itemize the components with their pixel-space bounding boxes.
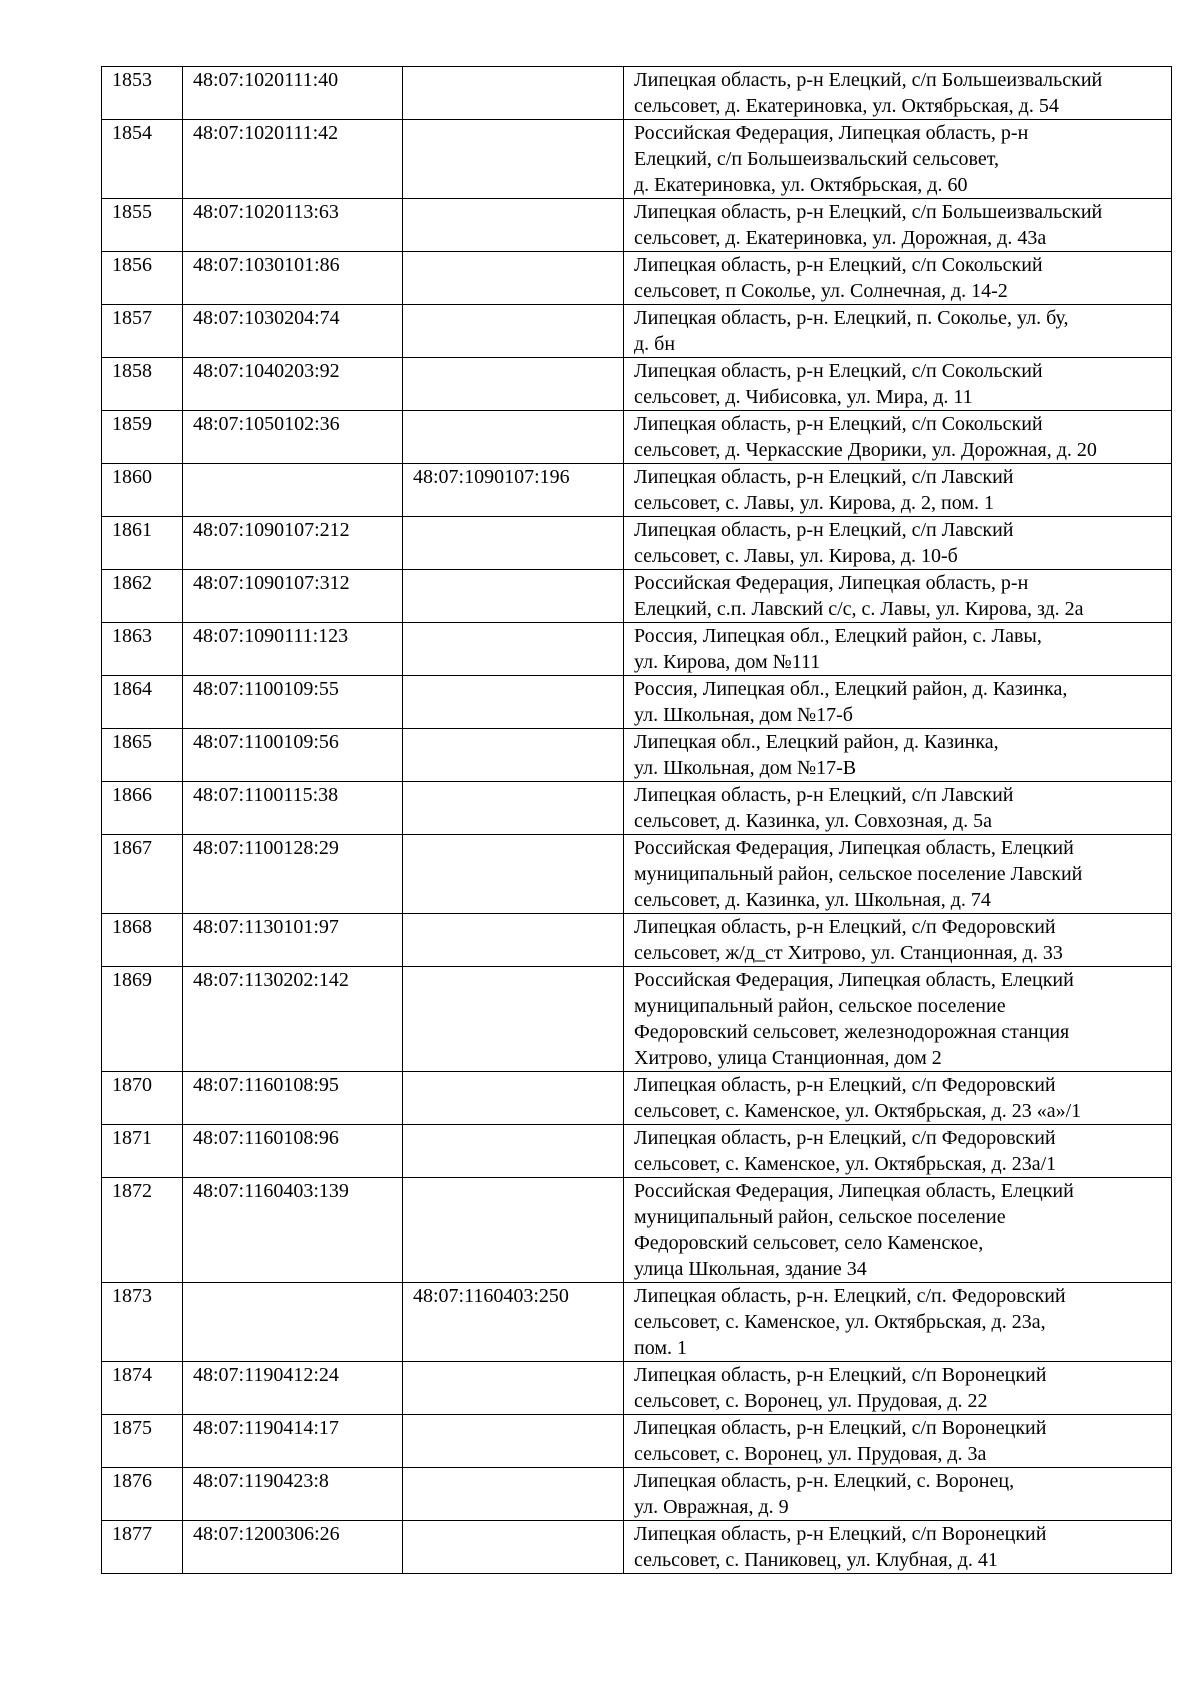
table-row (102, 120, 1172, 199)
row-number-cell: 1868 (102, 914, 183, 967)
table-row (102, 1125, 1172, 1178)
row-number-cell: 1860 (102, 464, 183, 517)
table-row (102, 358, 1172, 411)
row-number-cell: 1869 (102, 967, 183, 1072)
address-cell: Липецкая область, р-н Елецкий, с/п Воронецкий сельсовет, с. Воронец, ул. Прудовая, д. 3а (624, 1415, 1172, 1468)
address-cell: Липецкая обл., Елецкий район, д. Казинка, ул. Школьная, дом №17-В (624, 729, 1172, 782)
land-cadastral-number-cell: 48:07:1130101:97 (183, 914, 403, 967)
land-cadastral-number-cell: 48:07:1100128:29 (183, 835, 403, 914)
row-number-cell: 1872 (102, 1178, 183, 1283)
building-cadastral-number-cell (403, 67, 624, 120)
land-cadastral-number-cell: 48:07:1130202:142 (183, 967, 403, 1072)
row-number-cell: 1863 (102, 623, 183, 676)
address-cell: Липецкая область, р-н Елецкий, с/п Воронецкий сельсовет, с. Паниковец, ул. Клубная, д. 41 (624, 1521, 1172, 1574)
table-row (102, 1072, 1172, 1125)
table-row (102, 967, 1172, 1072)
land-cadastral-number-cell (183, 464, 403, 517)
building-cadastral-number-cell (403, 835, 624, 914)
row-number-cell: 1871 (102, 1125, 183, 1178)
address-cell: Липецкая область, р-н. Елецкий, п. Соколье, ул. бу, д. бн (624, 305, 1172, 358)
land-cadastral-number-cell: 48:07:1020111:40 (183, 67, 403, 120)
building-cadastral-number-cell: 48:07:1090107:196 (403, 464, 624, 517)
land-cadastral-number-cell: 48:07:1030204:74 (183, 305, 403, 358)
address-cell: Липецкая область, р-н. Елецкий, с/п. Федоровский сельсовет, с. Каменское, ул. Октябрьская, д. 23а, пом. 1 (624, 1283, 1172, 1362)
address-cell: Липецкая область, р-н Елецкий, с/п Большеизвальский сельсовет, д. Екатериновка, ул. Дорожная, д. 43а (624, 199, 1172, 252)
building-cadastral-number-cell (403, 914, 624, 967)
building-cadastral-number-cell (403, 676, 624, 729)
row-number-cell: 1858 (102, 358, 183, 411)
building-cadastral-number-cell (403, 1521, 624, 1574)
table-row (102, 914, 1172, 967)
land-cadastral-number-cell: 48:07:1090107:312 (183, 570, 403, 623)
registry-table (101, 66, 1172, 1574)
table-row (102, 835, 1172, 914)
table-row (102, 305, 1172, 358)
land-cadastral-number-cell: 48:07:1100109:56 (183, 729, 403, 782)
land-cadastral-number-cell: 48:07:1030101:86 (183, 252, 403, 305)
land-cadastral-number-cell: 48:07:1200306:26 (183, 1521, 403, 1574)
table-row (102, 411, 1172, 464)
address-cell: Российская Федерация, Липецкая область, р-н Елецкий, с/п Большеизвальский сельсовет, д. Екатериновка, ул. Октябрьская, д. 60 (624, 120, 1172, 199)
table-row (102, 1283, 1172, 1362)
land-cadastral-number-cell: 48:07:1100115:38 (183, 782, 403, 835)
row-number-cell: 1870 (102, 1072, 183, 1125)
table-row (102, 676, 1172, 729)
registry-table-body (102, 67, 1172, 1574)
table-row (102, 67, 1172, 120)
building-cadastral-number-cell (403, 517, 624, 570)
table-row (102, 464, 1172, 517)
address-cell: Липецкая область, р-н Елецкий, с/п Федоровский сельсовет, ж/д_ст Хитрово, ул. Станционная, д. 33 (624, 914, 1172, 967)
address-cell: Липецкая область, р-н Елецкий, с/п Сокольский сельсовет, д. Черкасские Дворики, ул. Дорожная, д. 20 (624, 411, 1172, 464)
building-cadastral-number-cell (403, 1468, 624, 1521)
address-cell: Липецкая область, р-н Елецкий, с/п Сокольский сельсовет, д. Чибисовка, ул. Мира, д. 11 (624, 358, 1172, 411)
address-cell: Липецкая область, р-н Елецкий, с/п Федоровский сельсовет, с. Каменское, ул. Октябрьская, д. 23а/1 (624, 1125, 1172, 1178)
address-cell: Липецкая область, р-н Елецкий, с/п Лавский сельсовет, с. Лавы, ул. Кирова, д. 2, пом. 1 (624, 464, 1172, 517)
building-cadastral-number-cell (403, 411, 624, 464)
address-cell: Россия, Липецкая обл., Елецкий район, с. Лавы, ул. Кирова, дом №111 (624, 623, 1172, 676)
building-cadastral-number-cell (403, 1362, 624, 1415)
building-cadastral-number-cell (403, 570, 624, 623)
land-cadastral-number-cell: 48:07:1190412:24 (183, 1362, 403, 1415)
building-cadastral-number-cell (403, 1415, 624, 1468)
row-number-cell: 1855 (102, 199, 183, 252)
building-cadastral-number-cell (403, 358, 624, 411)
building-cadastral-number-cell (403, 1125, 624, 1178)
row-number-cell: 1873 (102, 1283, 183, 1362)
row-number-cell: 1861 (102, 517, 183, 570)
land-cadastral-number-cell: 48:07:1100109:55 (183, 676, 403, 729)
row-number-cell: 1875 (102, 1415, 183, 1468)
land-cadastral-number-cell: 48:07:1190423:8 (183, 1468, 403, 1521)
address-cell: Липецкая область, р-н Елецкий, с/п Лавский сельсовет, с. Лавы, ул. Кирова, д. 10-б (624, 517, 1172, 570)
building-cadastral-number-cell (403, 252, 624, 305)
building-cadastral-number-cell (403, 623, 624, 676)
building-cadastral-number-cell (403, 305, 624, 358)
land-cadastral-number-cell: 48:07:1040203:92 (183, 358, 403, 411)
address-cell: Россия, Липецкая обл., Елецкий район, д. Казинка, ул. Школьная, дом №17-б (624, 676, 1172, 729)
land-cadastral-number-cell (183, 1283, 403, 1362)
table-row (102, 1415, 1172, 1468)
address-cell: Липецкая область, р-н Елецкий, с/п Воронецкий сельсовет, с. Воронец, ул. Прудовая, д. 22 (624, 1362, 1172, 1415)
land-cadastral-number-cell: 48:07:1160108:95 (183, 1072, 403, 1125)
land-cadastral-number-cell: 48:07:1160108:96 (183, 1125, 403, 1178)
building-cadastral-number-cell (403, 120, 624, 199)
row-number-cell: 1867 (102, 835, 183, 914)
row-number-cell: 1859 (102, 411, 183, 464)
land-cadastral-number-cell: 48:07:1190414:17 (183, 1415, 403, 1468)
row-number-cell: 1857 (102, 305, 183, 358)
table-row (102, 1521, 1172, 1574)
table-row (102, 1468, 1172, 1521)
land-cadastral-number-cell: 48:07:1050102:36 (183, 411, 403, 464)
address-cell: Российская Федерация, Липецкая область, р-н Елецкий, с.п. Лавский с/с, с. Лавы, ул. Кирова, зд. 2а (624, 570, 1172, 623)
land-cadastral-number-cell: 48:07:1020113:63 (183, 199, 403, 252)
address-cell: Липецкая область, р-н Елецкий, с/п Федоровский сельсовет, с. Каменское, ул. Октябрьская, д. 23 «а»/1 (624, 1072, 1172, 1125)
table-row (102, 252, 1172, 305)
row-number-cell: 1854 (102, 120, 183, 199)
address-cell: Российская Федерация, Липецкая область, Елецкий муниципальный район, сельское поселение Федоровский сельсовет, село Каменское, улица Школьная, здание 34 (624, 1178, 1172, 1283)
row-number-cell: 1864 (102, 676, 183, 729)
table-row (102, 1178, 1172, 1283)
address-cell: Российская Федерация, Липецкая область, Елецкий муниципальный район, сельское поселение Лавский сельсовет, д. Казинка, ул. Школьная, д. 74 (624, 835, 1172, 914)
building-cadastral-number-cell (403, 1178, 624, 1283)
table-row (102, 199, 1172, 252)
building-cadastral-number-cell (403, 729, 624, 782)
building-cadastral-number-cell (403, 1072, 624, 1125)
table-row (102, 729, 1172, 782)
land-cadastral-number-cell: 48:07:1090111:123 (183, 623, 403, 676)
land-cadastral-number-cell: 48:07:1160403:139 (183, 1178, 403, 1283)
table-row (102, 517, 1172, 570)
table-row (102, 1362, 1172, 1415)
building-cadastral-number-cell (403, 199, 624, 252)
row-number-cell: 1862 (102, 570, 183, 623)
row-number-cell: 1866 (102, 782, 183, 835)
address-cell: Липецкая область, р-н Елецкий, с/п Сокольский сельсовет, п Соколье, ул. Солнечная, д. 14-2 (624, 252, 1172, 305)
row-number-cell: 1876 (102, 1468, 183, 1521)
address-cell: Российская Федерация, Липецкая область, Елецкий муниципальный район, сельское поселение Федоровский сельсовет, железнодорожная станция Хитрово, улица Станционная, дом 2 (624, 967, 1172, 1072)
row-number-cell: 1874 (102, 1362, 183, 1415)
table-row (102, 623, 1172, 676)
land-cadastral-number-cell: 48:07:1090107:212 (183, 517, 403, 570)
address-cell: Липецкая область, р-н Елецкий, с/п Лавский сельсовет, д. Казинка, ул. Совхозная, д. 5а (624, 782, 1172, 835)
address-cell: Липецкая область, р-н. Елецкий, с. Воронец, ул. Овражная, д. 9 (624, 1468, 1172, 1521)
table-row (102, 570, 1172, 623)
table-row (102, 782, 1172, 835)
row-number-cell: 1865 (102, 729, 183, 782)
land-cadastral-number-cell: 48:07:1020111:42 (183, 120, 403, 199)
address-cell: Липецкая область, р-н Елецкий, с/п Большеизвальский сельсовет, д. Екатериновка, ул. Октябрьская, д. 54 (624, 67, 1172, 120)
building-cadastral-number-cell (403, 967, 624, 1072)
row-number-cell: 1877 (102, 1521, 183, 1574)
row-number-cell: 1853 (102, 67, 183, 120)
building-cadastral-number-cell: 48:07:1160403:250 (403, 1283, 624, 1362)
row-number-cell: 1856 (102, 252, 183, 305)
building-cadastral-number-cell (403, 782, 624, 835)
